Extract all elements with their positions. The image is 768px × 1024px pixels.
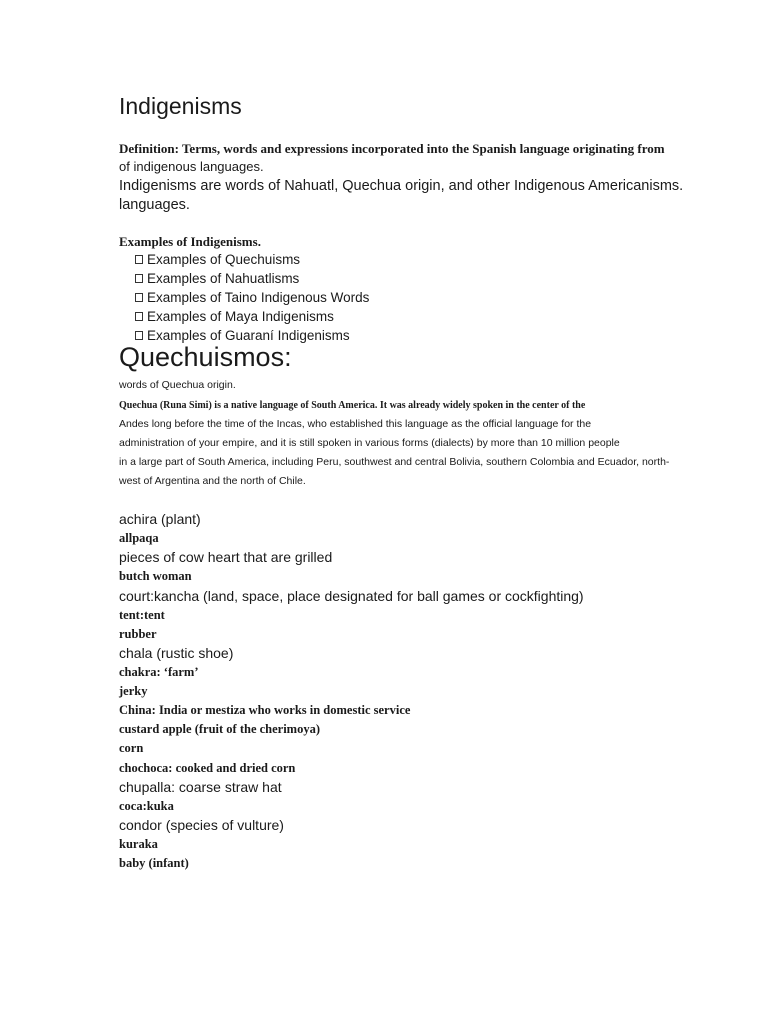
intro-line-2: languages. <box>119 197 190 213</box>
word-entry: tent:tent <box>119 608 165 622</box>
list-item-label: Examples of Taino Indigenous Words <box>147 290 370 305</box>
word-entry: custard apple (fruit of the cherimoya) <box>119 722 321 736</box>
list-item <box>135 290 369 305</box>
word-entry: allpaqa <box>119 531 159 545</box>
word-entry: corn <box>119 741 144 755</box>
word-entry: achira (plant) <box>119 511 201 527</box>
word-entry: China: India or mestiza who works in domestic service <box>119 703 411 717</box>
paragraph-line: Andes long before the time of the Incas, who established this language as the official language for the <box>119 418 592 430</box>
checkbox-bullet-icon <box>135 331 143 340</box>
list-item-label: Examples of Guaraní Indigenisms <box>147 328 350 343</box>
word-entry: baby (infant) <box>119 856 189 870</box>
checkbox-bullet-icon <box>135 293 143 302</box>
examples-heading: Examples of Indigenisms. <box>119 234 261 249</box>
word-entry: chala (rustic shoe) <box>119 645 234 661</box>
section-title: Quechuismos: <box>119 342 292 372</box>
list-item-label: Examples of Maya Indigenisms <box>147 309 334 324</box>
list-item <box>135 309 334 324</box>
word-entry: rubber <box>119 627 157 641</box>
list-item <box>135 271 299 286</box>
list-item <box>135 328 350 343</box>
list-item <box>135 252 300 267</box>
word-entry: court:kancha (land, space, place designated for ball games or cockfighting) <box>119 588 584 604</box>
word-entry: jerky <box>119 684 148 698</box>
checkbox-bullet-icon <box>135 255 143 264</box>
word-entry: condor (species of vulture) <box>119 817 284 833</box>
list-item-label: Examples of Quechuisms <box>147 252 301 267</box>
word-entry: chochoca: cooked and dried corn <box>119 761 296 775</box>
word-entry: butch woman <box>119 569 192 583</box>
page-title: Indigenisms <box>119 93 242 119</box>
section-subtitle: words of Quechua origin. <box>119 379 236 391</box>
word-entry: pieces of cow heart that are grilled <box>119 549 333 565</box>
paragraph-line: Quechua (Runa Simi) is a native language of South America. It was already widely spoken in the center of the <box>119 400 586 411</box>
definition-line-2: of indigenous languages. <box>119 159 264 174</box>
paragraph-line: administration of your empire, and it is still spoken in various forms (dialects) by more than 10 million people <box>119 437 620 449</box>
definition-line-1: Definition: Terms, words and expressions incorporated into the Spanish language originating from <box>119 141 665 156</box>
word-entry: chakra: ‘farm’ <box>119 665 199 679</box>
word-entry: coca:kuka <box>119 799 174 813</box>
checkbox-bullet-icon <box>135 274 143 283</box>
list-item-label: Examples of Nahuatlisms <box>147 271 300 286</box>
paragraph-line: west of Argentina and the north of Chile. <box>119 475 306 487</box>
checkbox-bullet-icon <box>135 312 143 321</box>
intro-line-1: Indigenisms are words of Nahuatl, Quechua origin, and other Indigenous Americanisms. <box>119 178 684 194</box>
paragraph-line: in a large part of South America, including Peru, southwest and central Bolivia, southern Colombia and Ecuador, north- <box>119 456 670 468</box>
word-entry: kuraka <box>119 837 158 851</box>
word-entry: chupalla: coarse straw hat <box>119 779 282 795</box>
